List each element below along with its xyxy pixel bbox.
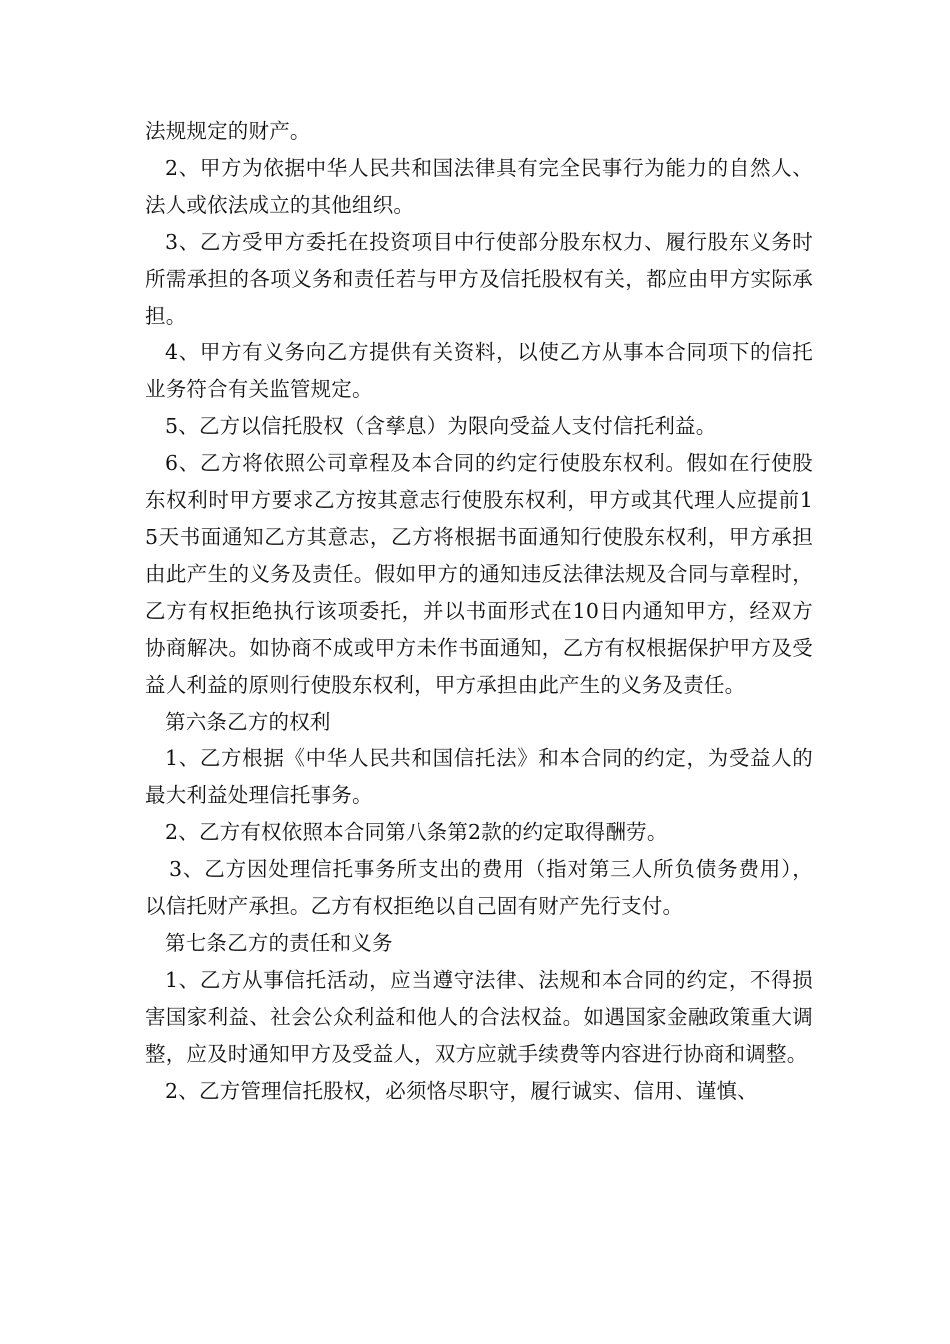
section-heading-article-7: 第七条乙方的责任和义务	[165, 930, 393, 955]
paragraph-article-6-clause-3: 3、乙方因处理信托事务所支出的费用（指对第三人所负债务费用），以信托财产承担。乙方有权拒绝以自己固有财产先行支付。	[145, 857, 813, 919]
paragraph-article-6-clause-1: 1、乙方根据《中华人民共和国信托法》和本合同的约定，为受益人的最大利益处理信托事务。	[145, 746, 813, 808]
paragraph-article-7-clause-2: 2、乙方管理信托股权，必须恪尽职守，履行诚实、信用、谨慎、	[165, 1078, 758, 1103]
paragraph-clause-4: 4、甲方有义务向乙方提供有关资料，以使乙方从事本合同项下的信托业务符合有关监管规定。	[145, 340, 813, 402]
paragraph-article-6-clause-2: 2、乙方有权依照本合同第八条第2款的约定取得酬劳。	[165, 820, 668, 845]
document-page	[145, 113, 813, 1109]
paragraph-article-7-clause-1: 1、乙方从事信托活动，应当遵守法律、法规和本合同的约定，不得损害国家利益、社会公众利益和他人的合法权益。如遇国家金融政策重大调整，应及时通知甲方及受益人，双方应就手续费等内容进行协商和调整。	[145, 967, 813, 1066]
paragraph-clause-6: 6、乙方将依照公司章程及本合同的约定行使股东权利。假如在行使股东权利时甲方要求乙方按其意志行使股东权利，甲方或其代理人应提前15天书面通知乙方其意志，乙方将根据书面通知行使股东权利，甲方承担由此产生的义务及责任。假如甲方的通知违反法律法规及合同与章程时，乙方有权拒绝执行该项委托，并以书面形式在10日内通知甲方，经双方协商解决。如协商不成或甲方未作书面通知，乙方有权根据保护甲方及受益人利益的原则行使股东权利，甲方承担由此产生的义务及责任。	[145, 451, 813, 697]
paragraph-clause-3: 3、乙方受甲方委托在投资项目中行使部分股东权力、履行股东义务时所需承担的各项义务和责任若与甲方及信托股权有关，都应由甲方实际承担。	[145, 229, 813, 328]
paragraph-clause-5: 5、乙方以信托股权（含孳息）为限向受益人支付信托利益。	[165, 414, 717, 439]
paragraph-clause-2: 2、甲方为依据中华人民共和国法律具有完全民事行为能力的自然人、法人或依法成立的其他组织。	[145, 155, 813, 217]
paragraph-continuation: 法规规定的财产。	[145, 119, 311, 143]
section-heading-article-6: 第六条乙方的权利	[165, 709, 331, 734]
